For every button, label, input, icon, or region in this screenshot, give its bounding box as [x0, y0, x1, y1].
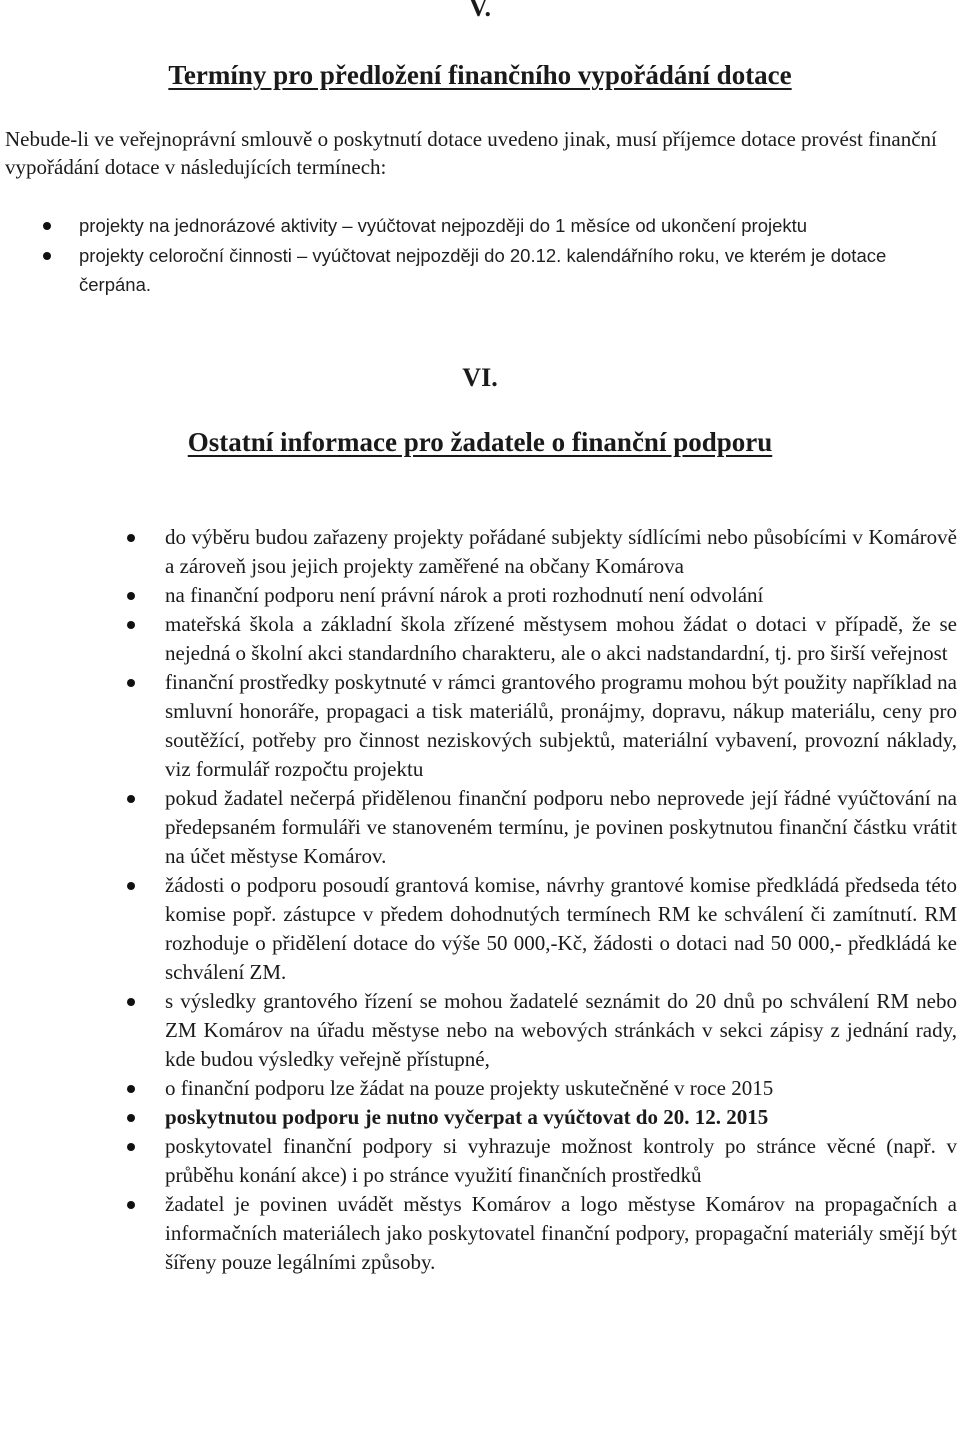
section-title-deadlines: Termíny pro předložení finančního vypořádání dotace	[168, 60, 792, 90]
intro-paragraph: Nebude-li ve veřejnoprávní smlouvě o poskytnutí dotace uvedeno jinak, musí příjemce dotace provést finanční vypořádání dotace v následujících termínech:	[5, 127, 937, 179]
section-number-v: V.	[469, 0, 491, 22]
list-item: žadatel je povinen uvádět městys Komárov a logo městyse Komárov na propagačních a informačních materiálech jako poskytovatel finanční podpory, propagační materiály smějí být šířeny pouze legálními způsoby.	[0, 1190, 957, 1277]
list-item: na finanční podporu není právní nárok a proti rozhodnutí není odvolání	[0, 581, 957, 610]
info-list	[0, 523, 957, 1277]
section-number-vi: VI.	[462, 363, 498, 392]
deadlines-list	[0, 211, 940, 300]
list-item: projekty na jednorázové aktivity – vyúčtovat nejpozději do 1 měsíce od ukončení projektu	[0, 211, 940, 240]
list-item-bold-deadline: poskytnutou podporu je nutno vyčerpat a vyúčtovat do 20. 12. 2015	[0, 1103, 957, 1132]
list-item: s výsledky grantového řízení se mohou žadatelé seznámit do 20 dnů po schválení RM nebo ZM Komárov na úřadu městyse nebo na webových stránkách v sekci zápisy z jednání rady, kde budou výsledky veřejně přístupné,	[0, 987, 957, 1074]
list-item: projekty celoroční činnosti – vyúčtovat nejpozději do 20.12. kalendářního roku, ve kterém je dotace čerpána.	[0, 241, 940, 299]
section-title-other-info: Ostatní informace pro žadatele o finanční podporu	[187, 427, 773, 457]
list-item: žádosti o podporu posoudí grantová komise, návrhy grantové komise předkládá předseda této komise popř. zástupce v předem dohodnutých termínech RM ke schválení či zamítnutí. RM rozhoduje o přidělení dotace do výše 50 000,-Kč, žádosti o dotaci nad 50 000,- předkládá ke schválení ZM.	[0, 871, 957, 987]
list-item: do výběru budou zařazeny projekty pořádané subjekty sídlícími nebo působícími v Komárově a zároveň jsou jejich projekty zaměřené na občany Komárova	[0, 523, 957, 581]
list-item: pokud žadatel nečerpá přidělenou finanční podporu nebo neprovede její řádné vyúčtování na předepsaném formuláři ve stanoveném termínu, je povinen poskytnutou finanční částku vrátit na účet městyse Komárov.	[0, 784, 957, 871]
list-item: poskytovatel finanční podpory si vyhrazuje možnost kontroly po stránce věcné (např. v průběhu konání akce) i po stránce využití finančních prostředků	[0, 1132, 957, 1190]
list-item: finanční prostředky poskytnuté v rámci grantového programu mohou být použity například na smluvní honoráře, propagaci a tisk materiálů, pronájmy, dopravu, nákup materiálu, ceny pro soutěžící, potřeby pro činnost neziskových subjektů, materiální vybavení, provozní náklady, viz formulář rozpočtu projektu	[0, 668, 957, 784]
list-item: mateřská škola a základní škola zřízené městysem mohou žádat o dotaci v případě, že se nejedná o školní akci standardního charakteru, ale o akci nadstandardní, tj. pro širší veřejnost	[0, 610, 957, 668]
list-item: o finanční podporu lze žádat na pouze projekty uskutečněné v roce 2015	[0, 1074, 957, 1103]
